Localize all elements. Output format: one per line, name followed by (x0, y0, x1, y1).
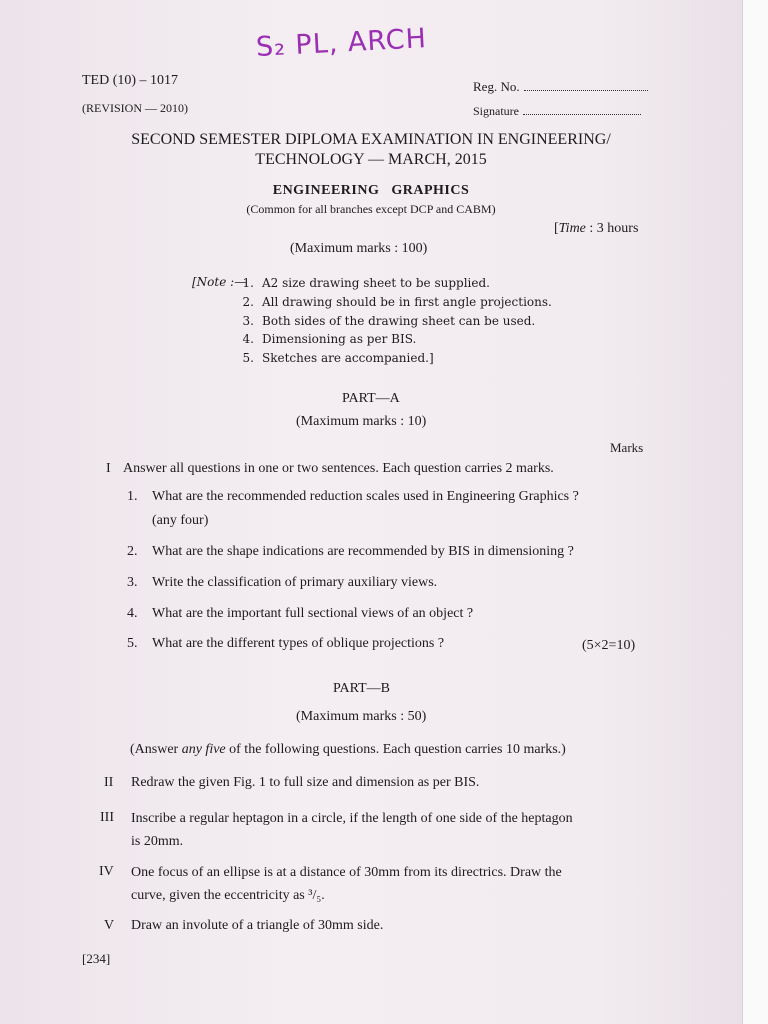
time-value: : 3 hours (589, 221, 639, 236)
question-text-cont: is 20mm. (131, 834, 184, 849)
part-a-marks: (Maximum marks : 10) (296, 414, 427, 429)
question-text-cont: (any four) (152, 513, 209, 528)
time-allowed: [Time : 3 hours (554, 221, 639, 236)
question-number: 2. (127, 544, 138, 559)
question-text: What are the recommended reduction scales used in Engineering Graphics ? (152, 489, 579, 504)
part-b-title: PART—B (333, 681, 390, 696)
note-item-5: 5. Sketches are accompanied.] (242, 351, 434, 365)
part-b-marks: (Maximum marks : 50) (296, 709, 427, 724)
signature-label: Signature (473, 104, 519, 118)
question-text: Inscribe a regular heptagon in a circle, if the length of one side of the heptagon (131, 811, 573, 826)
part-b-instruction: (Answer any five of the following questions. Each question carries 10 marks.) (130, 742, 566, 757)
part-a-title: PART—A (342, 391, 400, 406)
question-text: What are the shape indications are recommended by BIS in dimensioning ? (152, 544, 574, 559)
note-prefix: [Note :— (192, 275, 247, 289)
part-a-instruction: Answer all questions in one or two sentences. Each question carries 2 marks. (123, 461, 554, 476)
note-item-4: 4. Dimensioning as per BIS. (242, 332, 417, 346)
reg-no-label: Reg. No. (473, 79, 520, 94)
question-text: Redraw the given Fig. 1 to full size and dimension as per BIS. (131, 775, 480, 790)
question-text: One focus of an ellipse is at a distance of 30mm from its directrics. Draw the (131, 865, 562, 880)
question-number: III (100, 810, 114, 825)
note-item-2: 2. All drawing should be in first angle projections. (242, 295, 552, 309)
time-label: Time (558, 221, 586, 236)
note-item-3: 3. Both sides of the drawing sheet can be used. (242, 314, 536, 328)
max-marks-total: (Maximum marks : 100) (290, 241, 428, 256)
question-text: Draw an involute of a triangle of 30mm side. (131, 918, 384, 933)
question-number: V (104, 918, 115, 933)
exam-title-line2: TECHNOLOGY — MARCH, 2015 (255, 151, 487, 168)
paper-edge (742, 0, 768, 1024)
question-number: 3. (127, 575, 138, 590)
question-text: What are the important full sectional views of an object ? (152, 606, 474, 621)
question-text: What are the different types of oblique projections ? (152, 636, 445, 651)
question-number: 4. (127, 606, 138, 621)
common-note: (Common for all branches except DCP and CABM) (246, 202, 496, 216)
exam-title-line1: SECOND SEMESTER DIPLOMA EXAMINATION IN ENGINEERING/ (131, 131, 611, 148)
question-number: 1. (127, 489, 138, 504)
question-number: IV (99, 864, 114, 879)
question-i-number: I (106, 461, 111, 476)
question-number: II (104, 775, 114, 790)
reg-no-field (473, 79, 648, 95)
handwritten-annotation: S₂ PL, ARCH (255, 23, 428, 63)
revision: (REVISION — 2010) (82, 101, 188, 115)
question-text: Write the classification of primary auxiliary views. (152, 575, 438, 590)
page-code: [234] (82, 951, 111, 966)
marks-column-label: Marks (610, 440, 644, 455)
question-text-cont: curve, given the eccentricity as ³/₅. (131, 888, 325, 903)
part-a-marks-summary: (5×2=10) (582, 638, 636, 653)
subject-title: ENGINEERING GRAPHICS (272, 183, 470, 198)
signature-field (473, 104, 641, 119)
note-item-1: 1. A2 size drawing sheet to be supplied. (242, 276, 490, 290)
paper-code: TED (10) – 1017 (82, 73, 179, 88)
question-number: 5. (127, 636, 138, 651)
